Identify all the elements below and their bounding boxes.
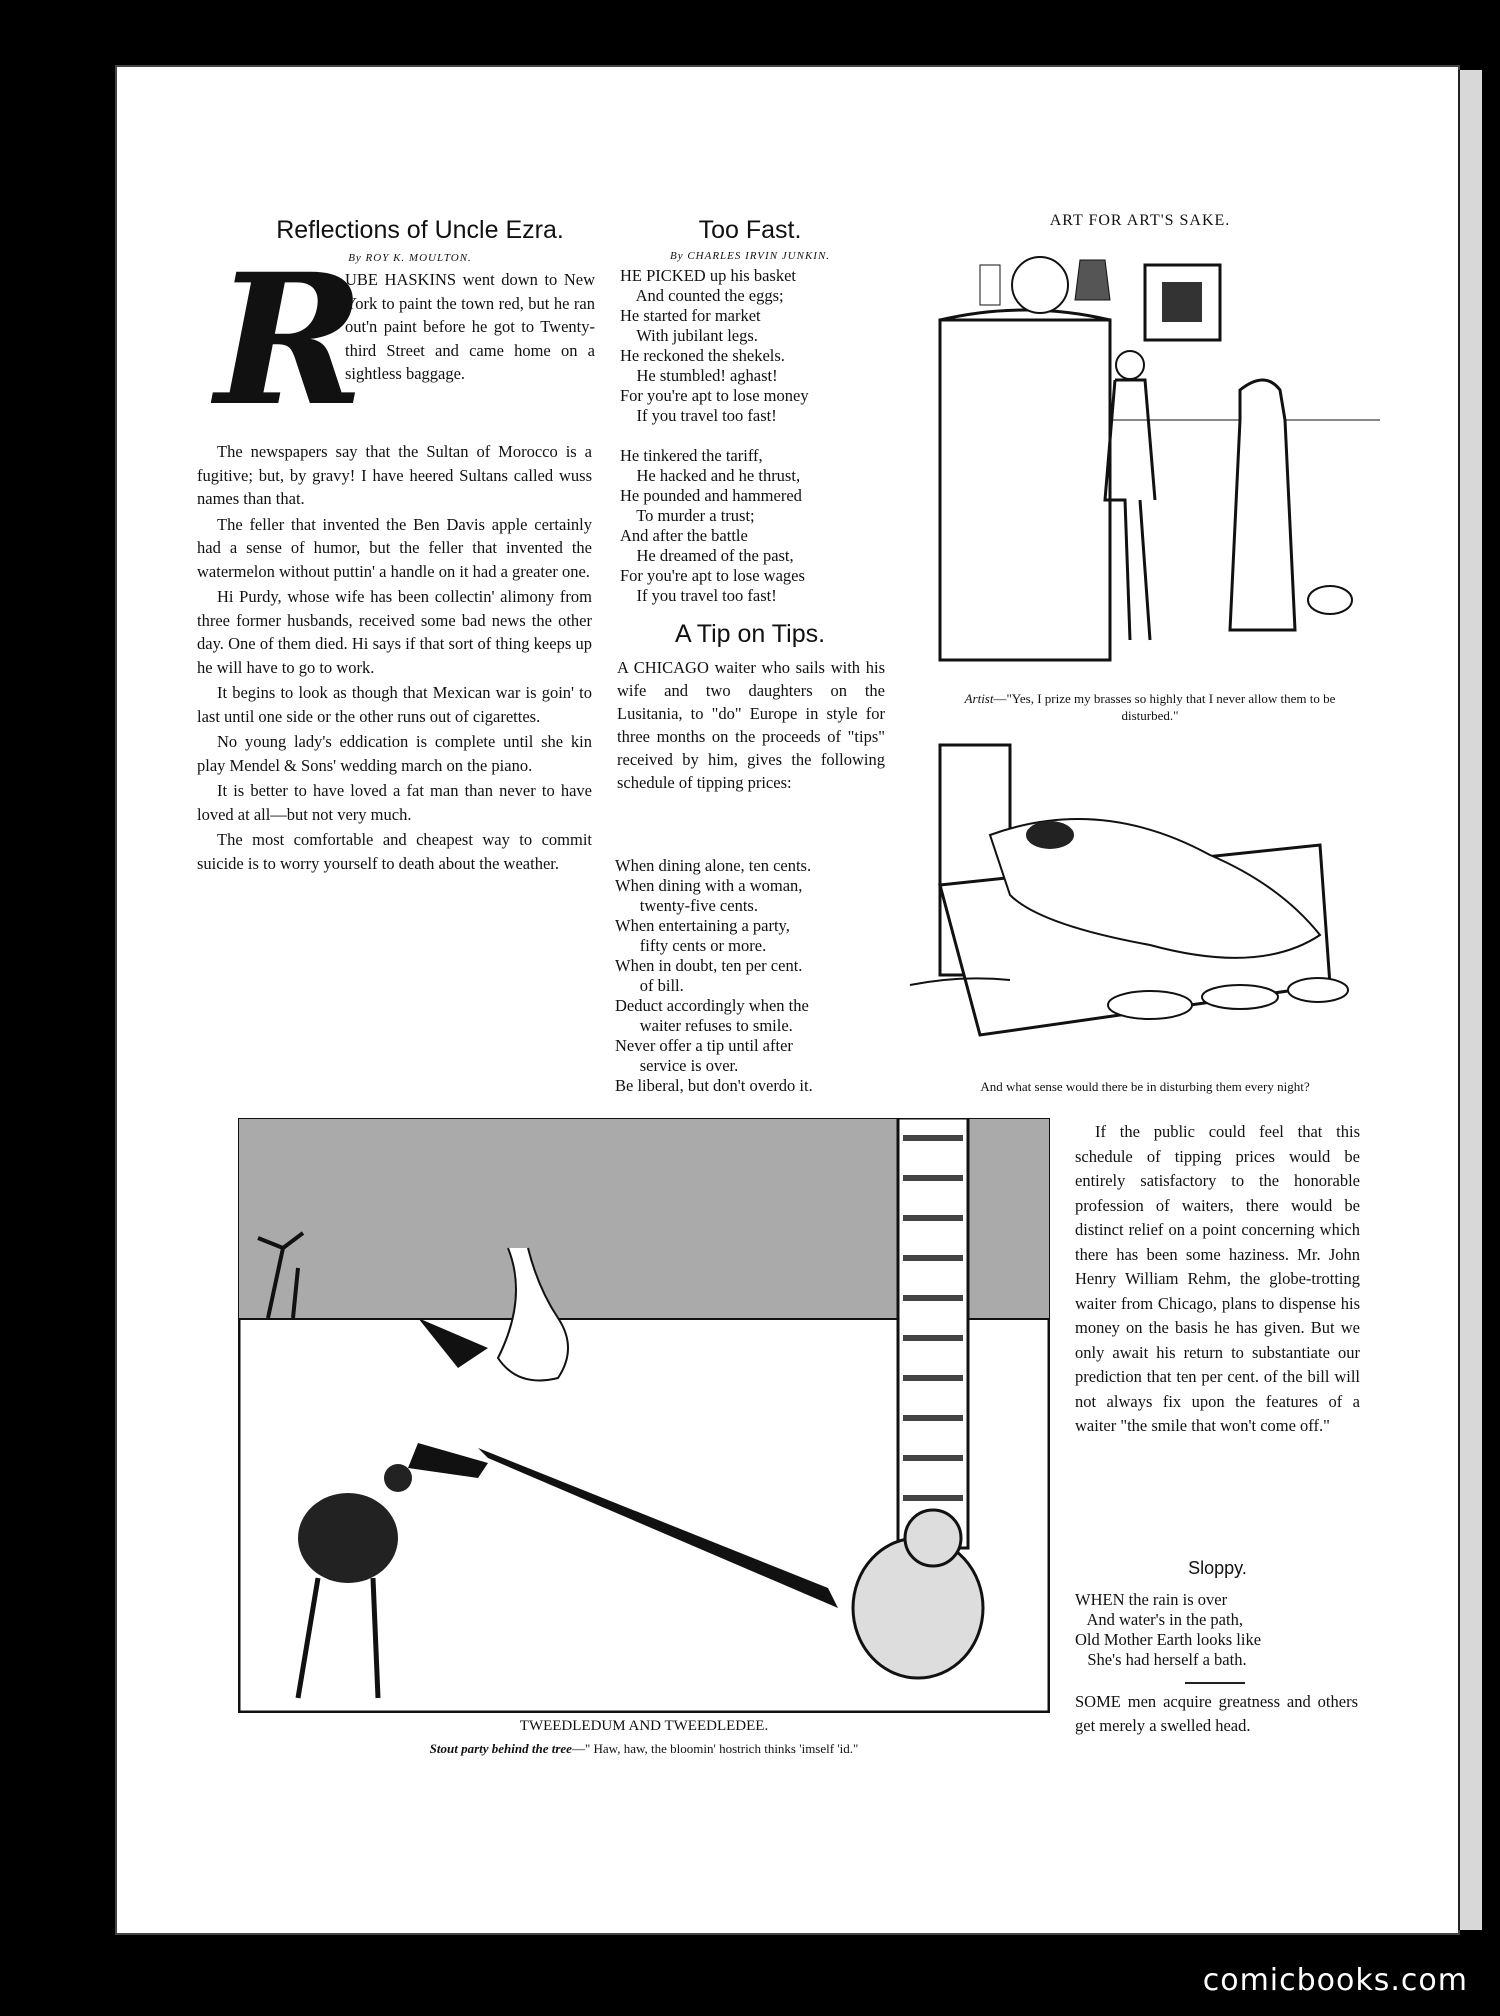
poem-sloppy: WHEN the rain is over And water's in the path, Old Mother Earth looks like She's had herself a bath. (1075, 1590, 1262, 1669)
caption-speaker: Stout party behind the tree (429, 1741, 572, 1756)
paragraph: The feller that invented the Ben Davis apple certainly had a sense of humor, but the feller that invented the watermelon without puttin' a handle on it had a greater one. (197, 514, 592, 581)
byline-moulton: By ROY K. MOULTON. (348, 252, 472, 264)
art-for-arts-sake-illustration-2 (900, 735, 1380, 1075)
poem-title-too-fast: Too Fast. (698, 216, 802, 244)
byline-junkin: By CHARLES IRVIN JUNKIN. (669, 250, 831, 262)
poem-title-sloppy: Sloppy. (1188, 1558, 1247, 1578)
paragraph: It begins to look as though that Mexican war is goin' to last until one side or the other runs out of cigarettes. (197, 683, 592, 726)
cartoon-header: ART FOR ART'S SAKE. (1049, 212, 1231, 229)
tips-schedule: When dining alone, ten cents. When dining with a woman, twenty-five cents. When entertaining a party, fifty cents or more. When in doubt, ten per cent. of bill. Deduct accordingly when the waiter refuses to smile. Never offer a tip until after service is over. Be liberal, but don't overdo it. (615, 856, 813, 1095)
poem-too-fast: HE PICKED up his basket And counted the eggs; He started for market With jubilant legs. He reckoned the shekels. He stumbled! aghast! For you're apt to lose money If you travel too fast! He tinkered the tariff, He hacked and he thrust, He pounded and hammered To murder a trust; And after the battle He dreamed of the past, For you're apt to lose wages If you travel too fast! (620, 266, 809, 605)
facing-page-edge (1458, 70, 1482, 1930)
article-title-uncle-ezra: Reflections of Uncle Ezra. (276, 216, 564, 244)
uncle-ezra-body (197, 440, 592, 877)
paragraph: It is better to have loved a fat man than never to have loved at all—but not very much. (197, 781, 592, 824)
tips-commentary: If the public could feel that this schedule of tipping prices would be entirely satisfactory to the honorable profession of waiters, there would be distinct relief on a point concerning which there has been some haziness. Mr. John Henry William Rehm, the globe-trotting waiter from Chicago, plans to dispense his money on the basis he has given. But we only await his return to substantiate our prediction that ten per cent. of the bill will not always fix upon the features of a waiter "the smile that won't come off." (1075, 1122, 1360, 1435)
paragraph: No young lady's eddication is complete until she kin play Mendel & Sons' wedding march on the piano. (197, 732, 592, 775)
tweedledum-title: TWEEDLEDUM AND TWEEDLEDEE. (519, 1718, 769, 1734)
watermark: comicbooks.com (1202, 1963, 1468, 1998)
caption-art-2: And what sense would there be in disturbing them every night? (980, 1079, 1310, 1094)
uncle-ezra-lead: UBE HASKINS went down to New York to paint the town red, but he ran out'n paint before he got to Twenty-third Street and came home on a sightless baggage. (345, 270, 595, 383)
art-for-arts-sake-illustration-1 (900, 240, 1400, 680)
paragraph: The newspapers say that the Sultan of Morocco is a fugitive; but, by gravy! I have heered Sultans called wuss names than that. (197, 442, 592, 508)
drop-cap: R (215, 235, 365, 446)
tweedledum-cartoon (238, 1118, 1050, 1713)
greatness-quip: SOME men acquire greatness and others get merely a swelled head. (1075, 1692, 1358, 1735)
tips-intro: A CHICAGO waiter who sails with his wife and two daughters on the Lusitania, to "do" Europe in style for three months on the proceeds of "tips" received by him, gives the following schedule of tipping prices: (617, 658, 885, 792)
paragraph: The most comfortable and cheapest way to commit suicide is to worry yourself to death about the weather. (197, 830, 592, 873)
caption-speaker: Artist (964, 691, 994, 706)
article-title-tips: A Tip on Tips. (674, 620, 826, 648)
caption-text: —" Haw, haw, the bloomin' hostrich thinks 'imself 'id." (571, 1741, 859, 1756)
caption-art-1 (955, 690, 1345, 724)
tweedledum-caption (238, 1740, 1050, 1757)
paragraph: Hi Purdy, whose wife has been collectin' alimony from three former husbands, received some bad news the other day. One of them died. Hi says if that sort of thing keeps up he will have to go to work. (197, 587, 592, 677)
caption-text: —"Yes, I prize my brasses so highly that I never allow them to be disturbed." (993, 691, 1336, 723)
divider (1185, 1682, 1245, 1684)
